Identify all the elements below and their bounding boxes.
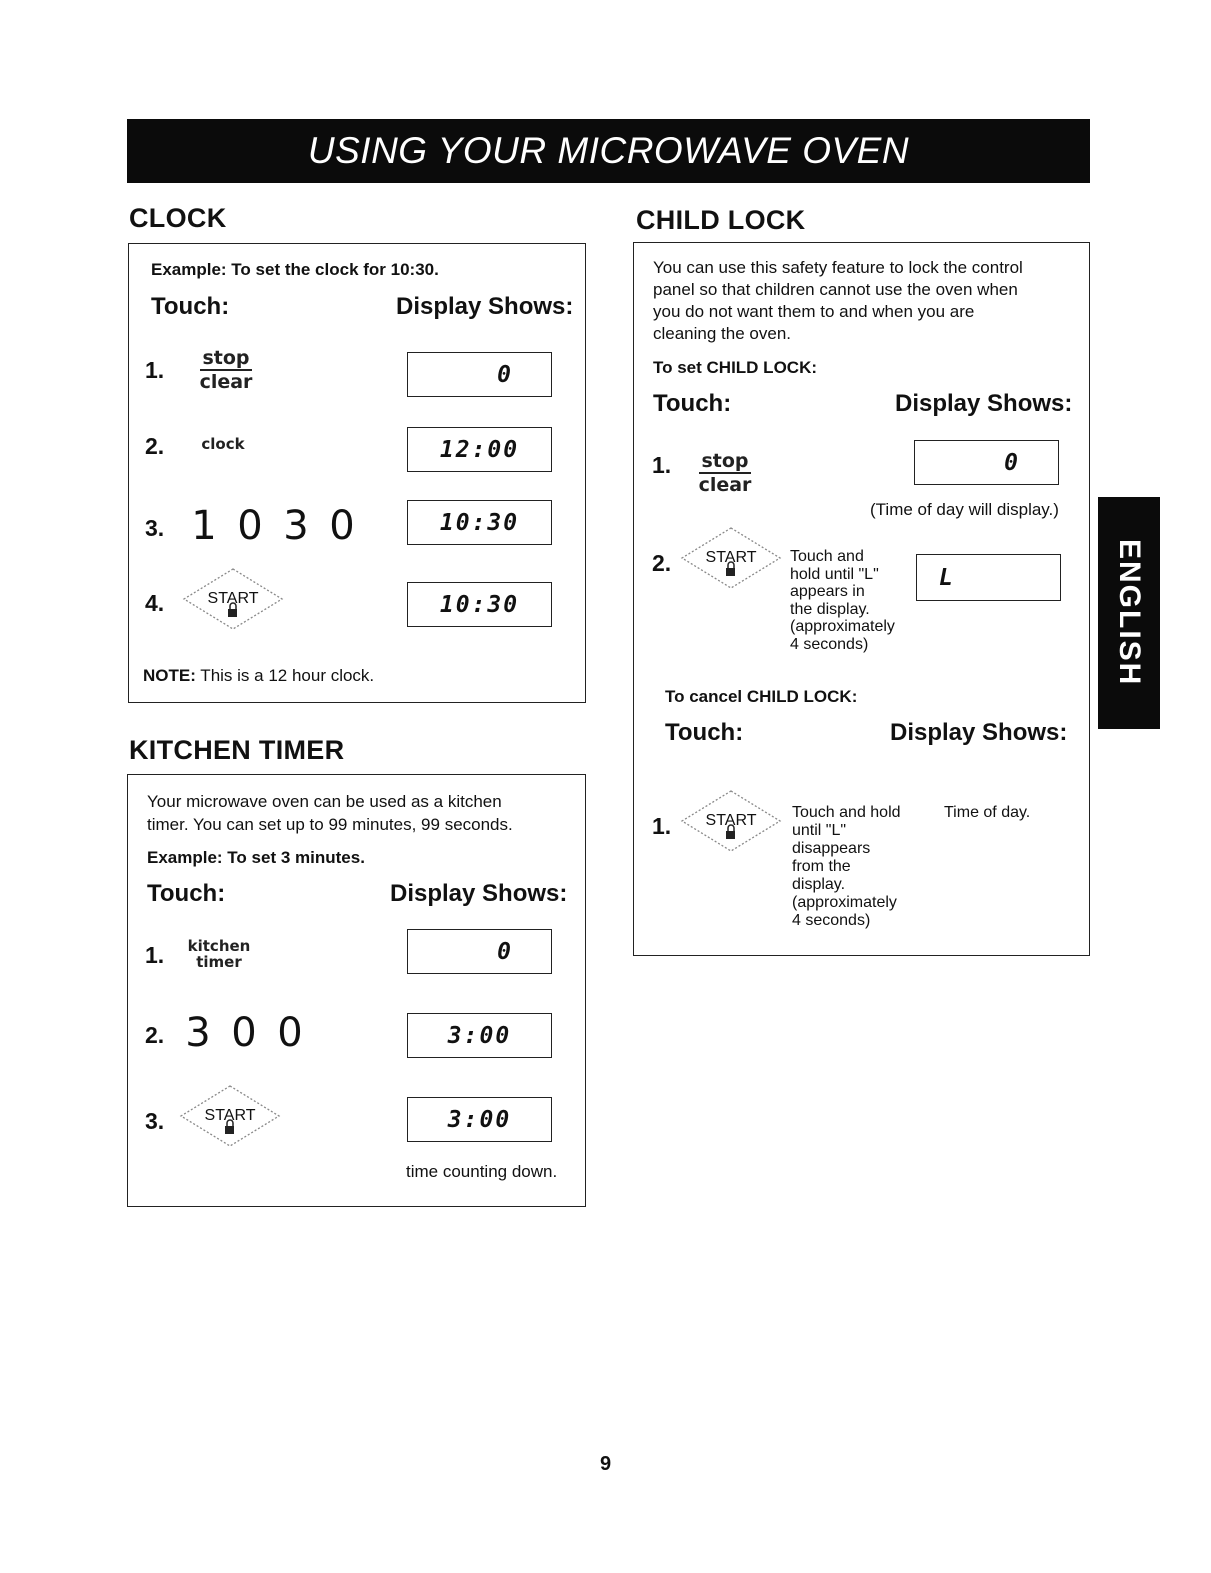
page-number: 9: [600, 1453, 612, 1475]
svg-text:START: START: [705, 549, 757, 566]
number-key-0: 0: [237, 503, 263, 549]
cancel-instruction: [792, 804, 901, 930]
timer-step-number: 3.: [145, 1108, 165, 1134]
clock-display-1: 0: [407, 352, 552, 397]
cancel-display-text: Time of day.: [944, 804, 1031, 821]
clock-display-4: 10:30: [407, 582, 552, 627]
start-button-icon: [174, 1083, 286, 1149]
clock-step-number: 4.: [145, 590, 165, 616]
instruction-line: display.: [792, 876, 846, 893]
stop-label: stop: [202, 347, 250, 369]
stop-label: stop: [701, 450, 749, 472]
clear-label: clear: [698, 474, 752, 496]
instruction-line: the display.: [790, 600, 870, 618]
note-label: NOTE:: [143, 666, 196, 685]
number-key-3: 3: [185, 1010, 211, 1056]
child-lock-intro-2: panel so that children cannot use the oven when: [653, 280, 1018, 299]
timer-step-number: 1.: [145, 942, 165, 968]
instruction-line: Touch and: [790, 548, 864, 565]
lock-instruction: [790, 548, 895, 653]
instruction-line: Touch and hold: [792, 804, 901, 821]
kitchen-timer-example: Example: To set 3 minutes.: [147, 848, 365, 867]
child-lock-intro-3: you do not want them to and when you are: [653, 302, 975, 321]
kitchen-timer-intro-2: timer. You can set up to 99 minutes, 99 seconds.: [147, 815, 513, 834]
child-lock-intro-4: cleaning the oven.: [653, 324, 791, 343]
timer-step-number: 2.: [145, 1022, 165, 1048]
banner-title: USING YOUR MICROWAVE OVEN: [307, 130, 910, 171]
instruction-line: appears in: [790, 583, 865, 600]
page-banner: [127, 119, 1090, 183]
kitchen-timer-touch-header: Touch:: [147, 880, 226, 907]
lock-display-1: 0: [914, 440, 1059, 485]
clock-key: clock: [201, 435, 245, 453]
cancel-child-lock-label: To cancel CHILD LOCK:: [665, 687, 858, 706]
instruction-line: (approximately: [790, 618, 895, 635]
number-key-0: 0: [329, 503, 355, 549]
cancel-display-header: Display Shows:: [890, 719, 1068, 746]
clock-step-number: 3.: [145, 515, 165, 541]
kitchen-timer-display-header: Display Shows:: [390, 880, 568, 907]
language-tab-label: ENGLISH: [1113, 539, 1146, 687]
kitchen-label: kitchen: [187, 937, 251, 955]
instruction-line: until "L": [792, 822, 847, 839]
kitchen-timer-key: [186, 938, 252, 970]
child-lock-intro-1: You can use this safety feature to lock the control: [653, 258, 1023, 277]
timer-display-1: 0: [407, 929, 552, 974]
timer-label: timer: [196, 953, 242, 971]
clock-touch-header: Touch:: [151, 293, 230, 320]
start-button-icon: [675, 525, 787, 591]
child-lock-display-header: Display Shows:: [895, 390, 1073, 417]
instruction-line: disappears: [792, 840, 871, 857]
instruction-line: 4 seconds): [790, 635, 869, 653]
note-text: This is a 12 hour clock.: [195, 666, 375, 685]
timer-display-2: 3:00: [407, 1013, 552, 1058]
language-tab: [1098, 497, 1160, 729]
start-button-icon: [675, 788, 787, 854]
lock-step-caption: (Time of day will display.): [870, 500, 1059, 519]
lock-step-number: 2.: [652, 550, 672, 576]
clock-example: Example: To set the clock for 10:30.: [151, 260, 439, 279]
cancel-step-number: 1.: [652, 813, 672, 839]
start-button-icon: [177, 566, 289, 632]
number-key-0: 0: [277, 1010, 303, 1056]
clock-step-number: 1.: [145, 357, 165, 383]
number-key-3: 3: [283, 503, 309, 549]
child-lock-title: CHILD LOCK: [636, 205, 806, 235]
clock-display-header: Display Shows:: [396, 293, 574, 320]
instruction-line: hold until "L": [790, 565, 879, 583]
clock-title: CLOCK: [129, 203, 227, 233]
child-lock-touch-header: Touch:: [653, 390, 732, 417]
clear-label: clear: [199, 371, 253, 393]
stop-clear-key: [198, 347, 254, 393]
svg-text:START: START: [705, 812, 757, 829]
svg-text:START: START: [204, 1107, 256, 1124]
number-key-1: 1: [191, 503, 217, 549]
clock-display-3: 10:30: [407, 500, 552, 545]
timer-display-3: 3:00: [407, 1097, 552, 1142]
clock-step-number: 2.: [145, 433, 165, 459]
kitchen-timer-title: KITCHEN TIMER: [129, 735, 345, 765]
number-key-0: 0: [231, 1010, 257, 1056]
clock-note: [143, 665, 374, 687]
lock-step-number: 1.: [652, 452, 672, 478]
set-child-lock-label: To set CHILD LOCK:: [653, 358, 818, 377]
lock-display-2: L: [916, 554, 1061, 601]
kitchen-timer-intro-1: Your microwave oven can be used as a kitchen: [147, 792, 502, 811]
instruction-line: 4 seconds): [792, 912, 871, 929]
svg-text:START: START: [207, 590, 259, 607]
clock-display-2: 12:00: [407, 427, 552, 472]
timer-footer: time counting down.: [406, 1162, 558, 1181]
instruction-line: from the: [792, 858, 851, 875]
cancel-touch-header: Touch:: [665, 719, 744, 746]
instruction-line: (approximately: [792, 894, 897, 911]
stop-clear-key: [697, 450, 753, 496]
